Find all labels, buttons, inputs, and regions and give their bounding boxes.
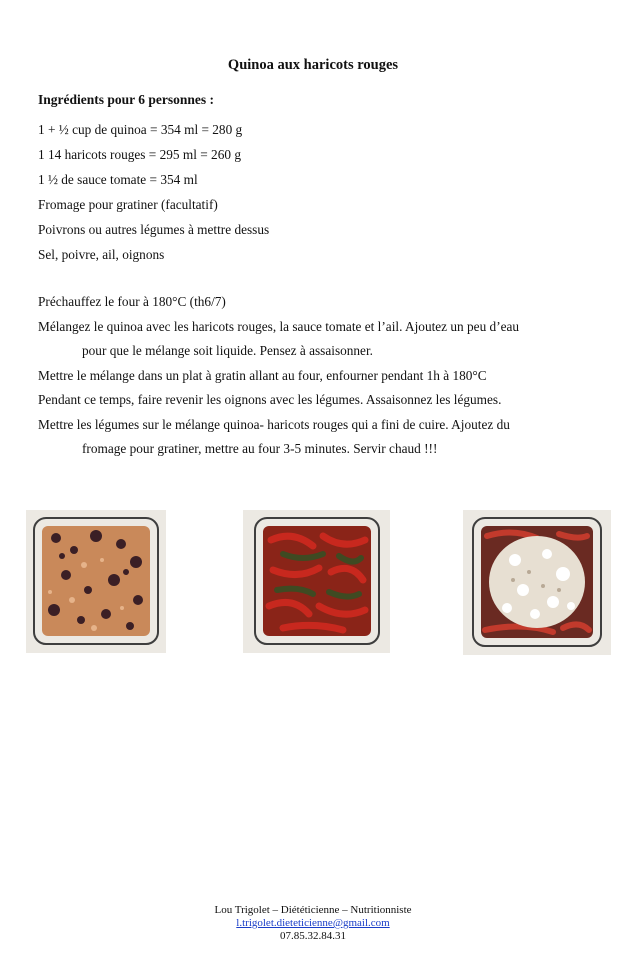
step-item bbox=[38, 413, 578, 462]
quinoa-mixture-photo bbox=[26, 510, 166, 653]
step-text: Mettre le mélange dans un plat à gratin allant au four, enfourner pendant 1h à 180°C bbox=[38, 367, 487, 383]
ingredient-item: Fromage pour gratiner (facultatif) bbox=[38, 197, 218, 212]
preparation-steps bbox=[38, 290, 578, 462]
recipe-title: Quinoa aux haricots rouges bbox=[227, 57, 399, 73]
step-text: Préchauffez le four à 180°C (th6/7) bbox=[38, 294, 226, 309]
photo-row bbox=[0, 508, 626, 658]
ingredient-item: 1 + ½ cup de quinoa = 354 ml = 280 g bbox=[38, 122, 243, 137]
quinoa-dish-illustration bbox=[26, 510, 166, 653]
step-continuation: pour que le mélange soit liquide. Pensez à assaisonner. bbox=[82, 343, 373, 358]
ingredient-item: 1 14 haricots rouges = 295 ml = 260 g bbox=[38, 147, 241, 162]
ingredient-item: Poivrons ou autres légumes à mettre dessus bbox=[38, 222, 270, 237]
step-item bbox=[38, 290, 578, 315]
author-signature: Lou Trigolet – Diététicienne – Nutritionniste bbox=[214, 904, 412, 916]
email-link[interactable]: l.trigolet.dieteticienne@gmail.com bbox=[236, 917, 390, 929]
step-item bbox=[38, 388, 578, 413]
ingredients-heading: Ingrédients pour 6 personnes : bbox=[38, 92, 215, 107]
peppers-photo bbox=[243, 510, 390, 653]
step-text: Mélangez le quinoa avec les haricots rouges, la sauce tomate et l’ail. Ajoutez un peu d’eau bbox=[38, 318, 520, 334]
gratin-photo bbox=[463, 510, 611, 655]
gratin-dish-illustration bbox=[463, 510, 611, 655]
ingredient-item: 1 ½ de sauce tomate = 354 ml bbox=[38, 172, 198, 187]
step-item bbox=[38, 364, 578, 389]
step-text: Pendant ce temps, faire revenir les oignons avec les légumes. Assaisonnez les légumes. bbox=[38, 392, 502, 407]
peppers-dish-illustration bbox=[243, 510, 390, 653]
step-continuation: fromage pour gratiner, mettre au four 3-5 minutes. Servir chaud !!! bbox=[82, 441, 438, 456]
footer bbox=[0, 904, 626, 943]
ingredients-list bbox=[38, 119, 598, 269]
step-item bbox=[38, 315, 578, 364]
step-text: Mettre les légumes sur le mélange quinoa- haricots rouges qui a fini de cuire. Ajoutez du bbox=[38, 416, 510, 432]
ingredient-item: Sel, poivre, ail, oignons bbox=[38, 247, 165, 262]
phone-number: 07.85.32.84.31 bbox=[280, 930, 346, 942]
